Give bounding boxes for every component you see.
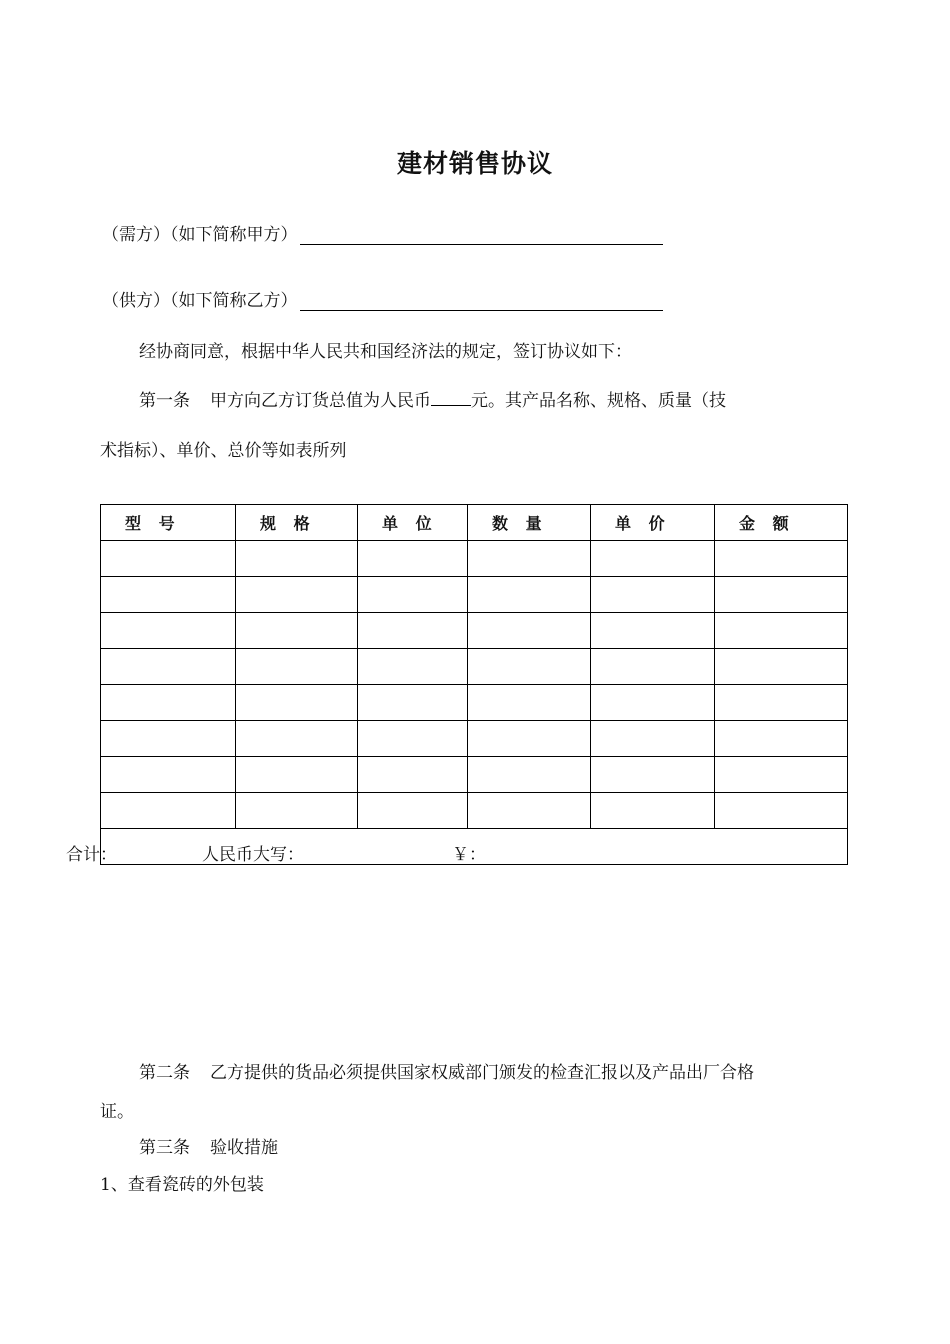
- article-2-line-1: [139, 1058, 754, 1083]
- total-label: 合计：: [66, 845, 117, 865]
- yen-label: ￥：: [452, 845, 486, 865]
- order-total-blank[interactable]: [431, 388, 471, 406]
- table-row: [101, 649, 848, 685]
- party-a-label: （需方）（如下简称甲方）: [102, 225, 298, 245]
- table-cell[interactable]: [591, 685, 715, 721]
- article-3-label: 第三条: [139, 1138, 190, 1158]
- rmb-upper-label: 人民币大写：: [202, 845, 304, 865]
- table-cell[interactable]: [591, 649, 715, 685]
- table-cell[interactable]: [358, 721, 468, 757]
- header-unit: 单 位: [358, 505, 468, 541]
- table-cell[interactable]: [715, 649, 848, 685]
- table-cell[interactable]: [591, 577, 715, 613]
- table-cell[interactable]: [591, 793, 715, 829]
- item-1: 1、查看瓷砖的外包装: [100, 1175, 264, 1195]
- table-cell[interactable]: [236, 541, 358, 577]
- table-cell[interactable]: [236, 649, 358, 685]
- table-cell[interactable]: [591, 541, 715, 577]
- table-cell[interactable]: [236, 793, 358, 829]
- article-3-text: 验收措施: [210, 1138, 278, 1158]
- table-row: [101, 793, 848, 829]
- table-cell[interactable]: [715, 793, 848, 829]
- article-1-line-1: [139, 386, 726, 411]
- header-unit-price: 单 价: [591, 505, 715, 541]
- table-row: [101, 541, 848, 577]
- document-title: 建材销售协议: [396, 149, 553, 178]
- intro-paragraph: 经协商同意，根据中华人民共和国经济法的规定，签订协议如下：: [139, 342, 632, 362]
- party-b-blank[interactable]: [300, 290, 663, 311]
- table-cell[interactable]: [468, 793, 591, 829]
- table-cell[interactable]: [715, 541, 848, 577]
- table-cell[interactable]: [468, 685, 591, 721]
- table-cell[interactable]: [358, 541, 468, 577]
- table-cell[interactable]: [358, 793, 468, 829]
- table-cell[interactable]: [101, 793, 236, 829]
- table-cell[interactable]: [715, 685, 848, 721]
- header-spec: 规 格: [236, 505, 358, 541]
- table-row: [101, 685, 848, 721]
- table-cell[interactable]: [358, 649, 468, 685]
- table-cell[interactable]: [236, 577, 358, 613]
- article-1-text-before: 甲方向乙方订货总值为人民币: [210, 391, 431, 411]
- table-cell[interactable]: [358, 685, 468, 721]
- table-cell[interactable]: [358, 613, 468, 649]
- table-cell[interactable]: [715, 757, 848, 793]
- table-row: [101, 721, 848, 757]
- table-cell[interactable]: [468, 613, 591, 649]
- header-model: 型 号: [101, 505, 236, 541]
- table-cell[interactable]: [101, 613, 236, 649]
- header-quantity: 数 量: [468, 505, 591, 541]
- article-1-text-after: 元。其产品名称、规格、质量（技: [471, 391, 726, 411]
- party-b-line: [102, 286, 663, 311]
- table-cell[interactable]: [468, 577, 591, 613]
- table-row: [101, 757, 848, 793]
- table-cell[interactable]: [468, 649, 591, 685]
- article-2-label: 第二条: [139, 1063, 190, 1083]
- goods-table: [100, 504, 848, 865]
- table-cell[interactable]: [236, 757, 358, 793]
- table-cell[interactable]: [236, 685, 358, 721]
- article-1-label: 第一条: [139, 391, 190, 411]
- party-a-blank[interactable]: [300, 224, 663, 245]
- table-cell[interactable]: [591, 613, 715, 649]
- table-cell[interactable]: [236, 613, 358, 649]
- table-cell[interactable]: [715, 577, 848, 613]
- header-amount: 金 额: [715, 505, 848, 541]
- table-cell[interactable]: [468, 757, 591, 793]
- table-header-row: [101, 505, 848, 541]
- table-cell[interactable]: [591, 721, 715, 757]
- table-cell[interactable]: [358, 577, 468, 613]
- table-cell[interactable]: [101, 577, 236, 613]
- table-cell[interactable]: [101, 541, 236, 577]
- table-cell[interactable]: [101, 757, 236, 793]
- party-a-line: [102, 220, 663, 245]
- table-cell[interactable]: [715, 721, 848, 757]
- table-cell[interactable]: [101, 685, 236, 721]
- table-cell[interactable]: [101, 649, 236, 685]
- total-line: [66, 840, 486, 865]
- table-cell[interactable]: [468, 541, 591, 577]
- table-cell[interactable]: [715, 613, 848, 649]
- article-1-line-2: 术指标）、单价、总价等如表所列: [100, 441, 347, 461]
- table-cell[interactable]: [101, 721, 236, 757]
- party-b-label: （供方）（如下简称乙方）: [102, 291, 298, 311]
- table-cell[interactable]: [591, 757, 715, 793]
- table-cell[interactable]: [236, 721, 358, 757]
- table-row: [101, 577, 848, 613]
- article-2-line-2: 证。: [100, 1102, 134, 1122]
- table-cell[interactable]: [358, 757, 468, 793]
- article-3-line: [139, 1133, 278, 1158]
- table-cell[interactable]: [468, 721, 591, 757]
- table-row: [101, 613, 848, 649]
- article-2-text: 乙方提供的货品必须提供国家权威部门颁发的检查汇报以及产品出厂合格: [210, 1063, 754, 1083]
